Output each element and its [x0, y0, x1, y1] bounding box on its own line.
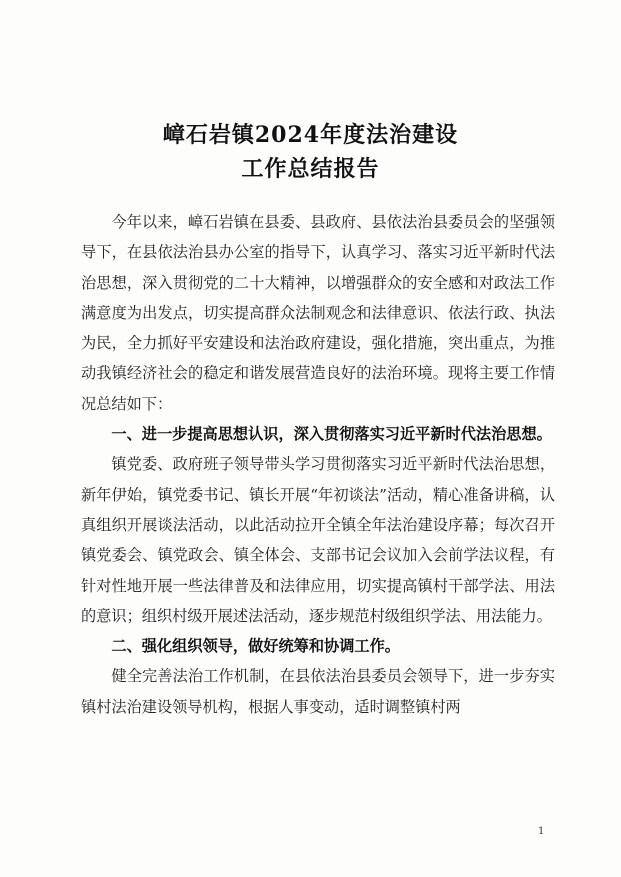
- section-heading-1: 一、进一步提高思想认识，深入贯彻落实习近平新时代法治思想。: [111, 425, 552, 444]
- section-1-paragraph: 镇党委、政府班子领导带头学习贯彻落实习近平新时代法治思想，新年伊始，镇党委书记、镇长开展“年初谈法”活动，精心准备讲稿，认真组织开展谈法活动，以此活动拉开全镇全年法治建设序幕；每次召开镇党委会、镇党政会、镇全体会、支部书记会议加入会前学法议程，有针对性地开展一些法律普及和法律应用，切实提高镇村干部学法、用法的意识；组织村级开展述法活动，逐步规范村级组织学法、用法能力。: [81, 455, 555, 625]
- page-number: 1: [538, 826, 545, 837]
- intro-paragraph: 今年以来，嶂石岩镇在县委、县政府、县依法治县委员会的坚强领导下，在县依法治县办公室的指导下，认真学习、落实习近平新时代法治思想，深入贯彻党的二十大精神，以增强群众的安全感和对政法工作满意度为出发点，切实提高群众法制观念和法律意识、依法行政、执法为民，全力抓好平安建设和法治政府建设，强化措施，突出重点，为推动我镇经济社会的稳定和谐发展营造良好的法治环境。现将主要工作情况总结如下：: [81, 213, 555, 413]
- document-title-line-1: 嶂石岩镇2024年度法治建设: [162, 122, 459, 148]
- document-body: [81, 207, 555, 722]
- document-title-line-2: 工作总结报告: [241, 156, 380, 182]
- section-2-paragraph: 健全完善法治工作机制，在县依法治县委员会领导下，进一步夯实镇村法治建设领导机构，根据人事变动，适时调整镇村两: [81, 667, 555, 716]
- section-heading-2: 二、强化组织领导，做好统筹和协调工作。: [111, 637, 400, 656]
